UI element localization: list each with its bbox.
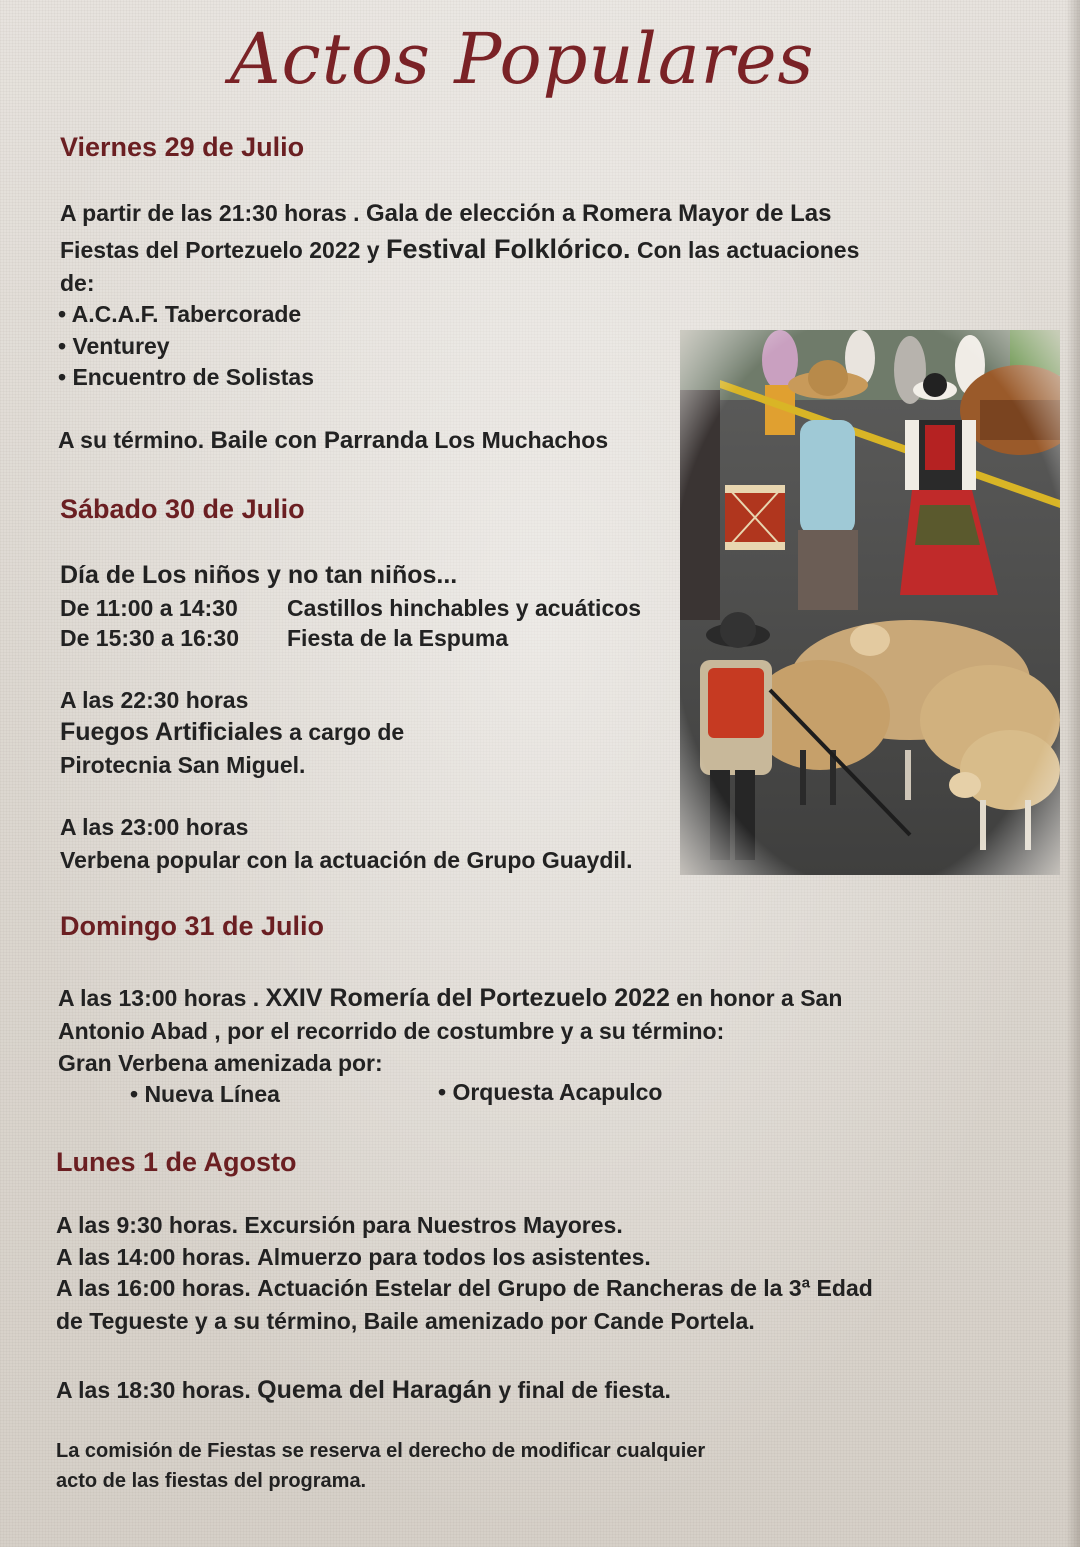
sabado-activity-1: Castillos hinchables y acuáticos [287, 595, 642, 621]
lunes-line-2 [56, 1244, 651, 1271]
festival-photo [680, 330, 1060, 875]
domingo-bullet-2: • Orquesta Acapulco [438, 1079, 663, 1105]
viernes-end-b: Baile con Parranda [210, 427, 428, 454]
domingo-honor: en honor a San [676, 985, 843, 1011]
lunes-final: y final de fiesta. [498, 1377, 671, 1403]
lunes-act-3: Actuación Estelar del Grupo de Rancheras de la 3ª Edad [257, 1275, 873, 1301]
viernes-time: A partir de las 21:30 horas . [60, 200, 360, 226]
lunes-line-4: de Tegueste y a su término, Baile amenizado por Cande Portela. [56, 1308, 755, 1334]
lunes-time-2: A las 14:00 horas. [56, 1244, 251, 1270]
sabado-verbena-time: A las 23:00 horas [60, 814, 249, 840]
disclaimer-line-1: La comisión de Fiestas se reserva el derecho de modificar cualquier [56, 1440, 706, 1462]
viernes-line-2 [60, 234, 859, 265]
lunes-line-3 [56, 1275, 873, 1302]
domingo-romeria: XXIV Romería del Portezuelo 2022 [265, 984, 670, 1012]
lunes-time-5: A las 18:30 horas. [56, 1377, 251, 1403]
festival-photo-illustration [680, 330, 1060, 875]
heading-domingo: Domingo 31 de Julio [60, 911, 325, 941]
viernes-line-3: de: [60, 270, 95, 296]
sabado-pirotecnia: Pirotecnia San Miguel. [60, 752, 306, 778]
viernes-bullet-3: • Encuentro de Solistas [58, 364, 314, 390]
viernes-bullet-1: • A.C.A.F. Tabercorade [58, 301, 302, 327]
sabado-activity-2: Fiesta de la Espuma [287, 625, 509, 651]
viernes-gala: Gala de elección a Romera Mayor de Las [365, 200, 832, 227]
lunes-act-1: Excursión para Nuestros Mayores. [244, 1212, 623, 1238]
sabado-fuegos-time: A las 22:30 horas [60, 687, 249, 713]
viernes-bullet-2: • Venturey [58, 333, 170, 359]
viernes-line-1 [60, 200, 831, 228]
viernes-end-a: A su término. [58, 427, 205, 453]
sabado-verbena-text: Verbena popular con la actuación de Grupo Guaydil. [60, 847, 633, 873]
page-title: Actos Populares [230, 18, 815, 100]
page-edge-shadow [1066, 0, 1080, 1547]
lunes-time-1: A las 9:30 horas. [56, 1212, 238, 1238]
heading-lunes: Lunes 1 de Agosto [56, 1147, 297, 1177]
lunes-time-3: A las 16:00 horas. [56, 1275, 251, 1301]
domingo-line-1 [58, 984, 842, 1013]
viernes-fiestas: Fiestas del Portezuelo 2022 [60, 237, 361, 263]
sabado-fuegos-line [60, 718, 404, 747]
lunes-act-2: Almuerzo para todos los asistentes. [257, 1244, 651, 1270]
viernes-actuaciones: Con las actuaciones [636, 237, 860, 263]
sabado-fuegos-cargo: a cargo de [289, 719, 405, 745]
sabado-subtitle: Día de Los niños y no tan niños... [60, 561, 458, 589]
heading-viernes: Viernes 29 de Julio [60, 132, 305, 162]
sabado-fuegos-title: Fuegos Artificiales [60, 718, 283, 746]
viernes-end-line [58, 427, 608, 455]
heading-sabado: Sábado 30 de Julio [60, 494, 305, 524]
domingo-line-2: Antonio Abad , por el recorrido de costumbre y a su término: [58, 1018, 725, 1044]
viernes-festival: Festival Folklórico. [385, 234, 631, 264]
domingo-time: A las 13:00 horas . [58, 985, 260, 1011]
domingo-bullet-1: • Nueva Línea [130, 1081, 280, 1107]
viernes-end-c: Los Muchachos [434, 427, 609, 453]
lunes-quema: Quema del Haragán [257, 1376, 492, 1404]
lunes-line-5 [56, 1376, 671, 1405]
domingo-line-3: Gran Verbena amenizada por: [58, 1050, 383, 1076]
viernes-y: y [366, 237, 380, 263]
sabado-time-1: De 11:00 a 14:30 [60, 595, 238, 621]
disclaimer-line-2: acto de las fiestas del programa. [56, 1470, 367, 1492]
lunes-line-1 [56, 1212, 623, 1239]
sabado-time-2: De 15:30 a 16:30 [60, 625, 240, 651]
